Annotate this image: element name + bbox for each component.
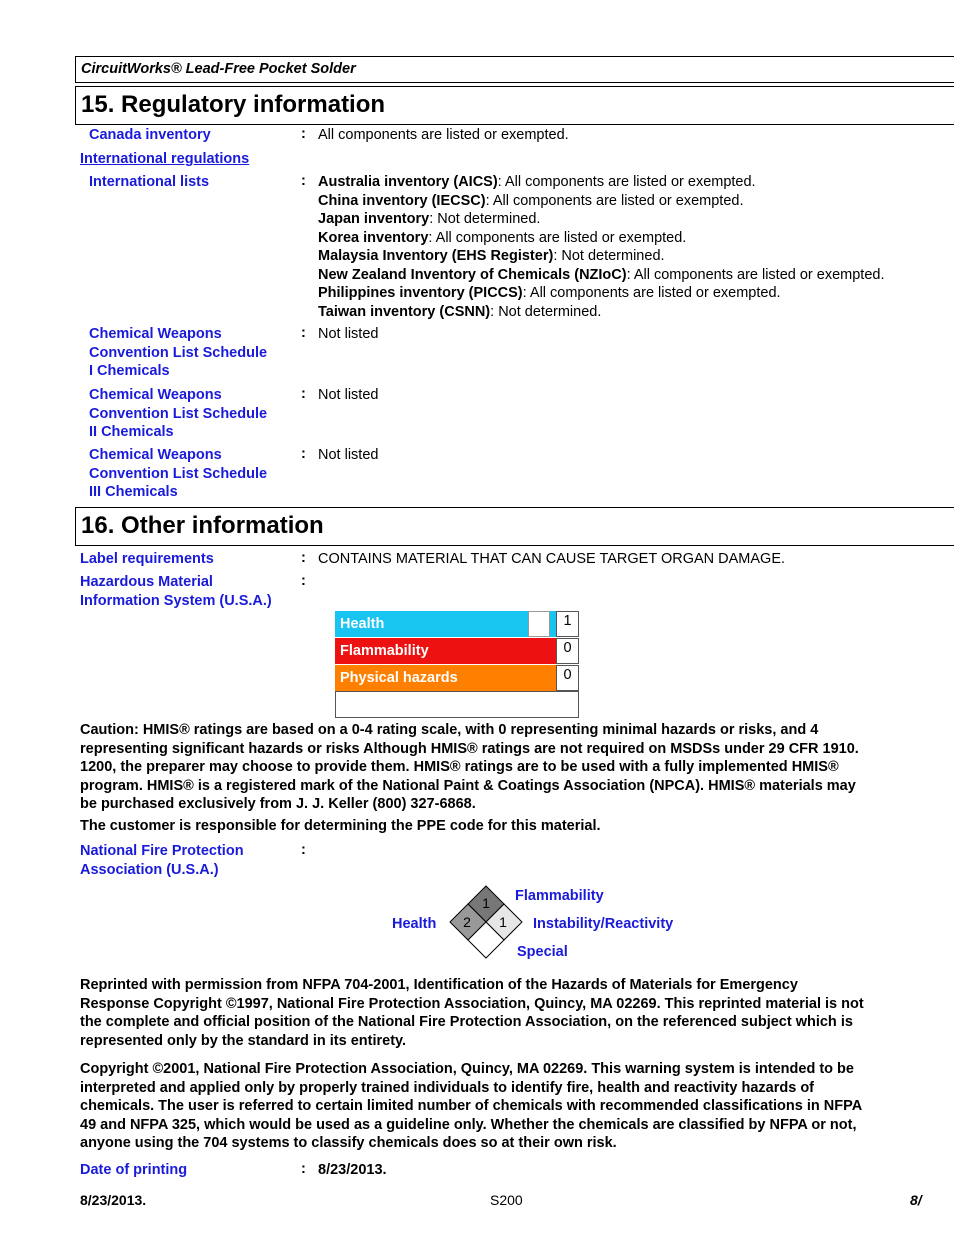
- nfpa-flammability-label: Flammability: [515, 888, 604, 904]
- cw-schedule-1-value: Not listed: [318, 326, 379, 342]
- list-item: Taiwan inventory (CSNN): Not determined.: [318, 303, 602, 320]
- list-item: Philippines inventory (PICCS): All components are listed or exempted.: [318, 285, 781, 301]
- international-lists: [318, 173, 885, 321]
- nfpa-instability-value: 1: [499, 914, 507, 930]
- colon: :: [301, 325, 306, 341]
- list-item: China inventory (IECSC): All components are listed or exempted.: [318, 192, 744, 209]
- list-item: Japan inventory: Not determined.: [318, 211, 541, 227]
- list-item: New Zealand Inventory of Chemicals (NZIoC): All components are listed or exempted.: [318, 266, 885, 283]
- hmis-health-value: 1: [556, 611, 579, 637]
- nfpa-special-label: Special: [517, 944, 568, 960]
- product-header: [75, 56, 954, 83]
- date-of-printing-value: 8/23/2013.: [318, 1162, 387, 1178]
- colon: :: [301, 386, 306, 402]
- nfpa-instability-label: Instability/Reactivity: [533, 916, 674, 932]
- hmis-physical-hazards-value: 0: [556, 665, 579, 691]
- section-15-header: [75, 86, 954, 125]
- colon: :: [301, 550, 306, 566]
- label-requirements-label: Label requirements: [80, 551, 214, 567]
- nfpa-flammability-value: 1: [482, 895, 490, 911]
- product-name: CircuitWorks® Lead-Free Pocket Solder: [81, 61, 356, 77]
- colon: :: [301, 126, 306, 142]
- list-item: Korea inventory: All components are listed or exempted.: [318, 229, 687, 246]
- nfpa-health-value: 2: [463, 914, 471, 930]
- date-of-printing-label: Date of printing: [80, 1162, 188, 1178]
- cw-schedule-2-value: Not listed: [318, 387, 379, 403]
- hmis-health-blank: [528, 611, 550, 637]
- hmis-label: Hazardous Material Information System (U.S.A.): [80, 574, 272, 609]
- cw-schedule-3-label: Chemical Weapons Convention List Schedule III Chemicals: [89, 447, 268, 500]
- footer-date: 8/23/2013.: [80, 1192, 147, 1208]
- hmis-rating-table: [335, 611, 579, 718]
- colon: :: [301, 1161, 306, 1177]
- cw-schedule-1-label: Chemical Weapons Convention List Schedule I Chemicals: [89, 326, 268, 379]
- colon: :: [301, 573, 306, 589]
- footer-page-number: 8/: [910, 1192, 922, 1208]
- hmis-health-label: Health: [335, 611, 528, 637]
- nfpa-reprint-text: Reprinted with permission from NFPA 704-2001, Identification of the Hazards of Materials for Emergency Response Copyright ©1997, National Fire Protection Association, Quincy, MA 02269. This reprinted material is not the complete and official position of the National Fire Protection Association, on the referenced subject which is represented only by the standard in its entirety.: [80, 977, 864, 1049]
- hmis-ppe-cell: [335, 691, 579, 718]
- label-requirements-value: CONTAINS MATERIAL THAT CAN CAUSE TARGET ORGAN DAMAGE.: [318, 551, 786, 567]
- cw-schedule-2-label: Chemical Weapons Convention List Schedule II Chemicals: [89, 387, 268, 440]
- nfpa-diamond: [446, 884, 526, 964]
- hmis-flammability-label: Flammability: [335, 638, 556, 664]
- nfpa-health-label: Health: [392, 916, 437, 932]
- canada-inventory-value: All components are listed or exempted.: [318, 127, 569, 143]
- hmis-physical-hazards-label: Physical hazards: [335, 665, 556, 691]
- list-item: Australia inventory (AICS): All components are listed or exempted.: [318, 174, 756, 190]
- ppe-text: The customer is responsible for determining the PPE code for this material.: [80, 818, 601, 834]
- nfpa-label: National Fire Protection Association (U.S.A.): [80, 843, 244, 878]
- nfpa-copyright-text: Copyright ©2001, National Fire Protection Association, Quincy, MA 02269. This warning system is intended to be interpreted and applied only by properly trained individuals to identify fire, health and reactivity hazards of chemicals. The user is referred to certain limited number of chemicals with recommended classifications in NFPA 49 and NFPA 325, which would be used as a guideline only. Whether the chemicals are classified by NFPA or not, anyone using the 704 systems to classify chemicals does so at their own risk.: [80, 1061, 863, 1151]
- section-15-title: 15. Regulatory information: [81, 91, 386, 118]
- list-item: Malaysia Inventory (EHS Register): Not determined.: [318, 248, 665, 264]
- section-16-title: 16. Other information: [81, 512, 324, 539]
- cw-schedule-3-value: Not listed: [318, 447, 379, 463]
- colon: :: [301, 173, 306, 189]
- canada-inventory-label: Canada inventory: [89, 127, 211, 143]
- hmis-caution-text: Caution: HMIS® ratings are based on a 0-4 rating scale, with 0 representing minimal hazards or risks, and 4 representing significant hazards or risks Although HMIS® ratings are not required on MSDSs under 29 CFR 1910. 1200, the preparer may choose to provide them. HMIS® ratings are to be used with a fully implemented HMIS® program. HMIS® is a registered mark of the National Paint & Coatings Association (NPCA). HMIS® materials may be purchased exclusively from J. J. Keller (800) 327-6868.: [80, 722, 859, 812]
- colon: :: [301, 842, 306, 858]
- section-16-header: [75, 507, 954, 546]
- international-regulations-link[interactable]: International regulations: [80, 151, 250, 167]
- footer-code: S200: [490, 1192, 523, 1208]
- hmis-flammability-value: 0: [556, 638, 579, 664]
- international-lists-label: International lists: [89, 174, 210, 190]
- colon: :: [301, 446, 306, 462]
